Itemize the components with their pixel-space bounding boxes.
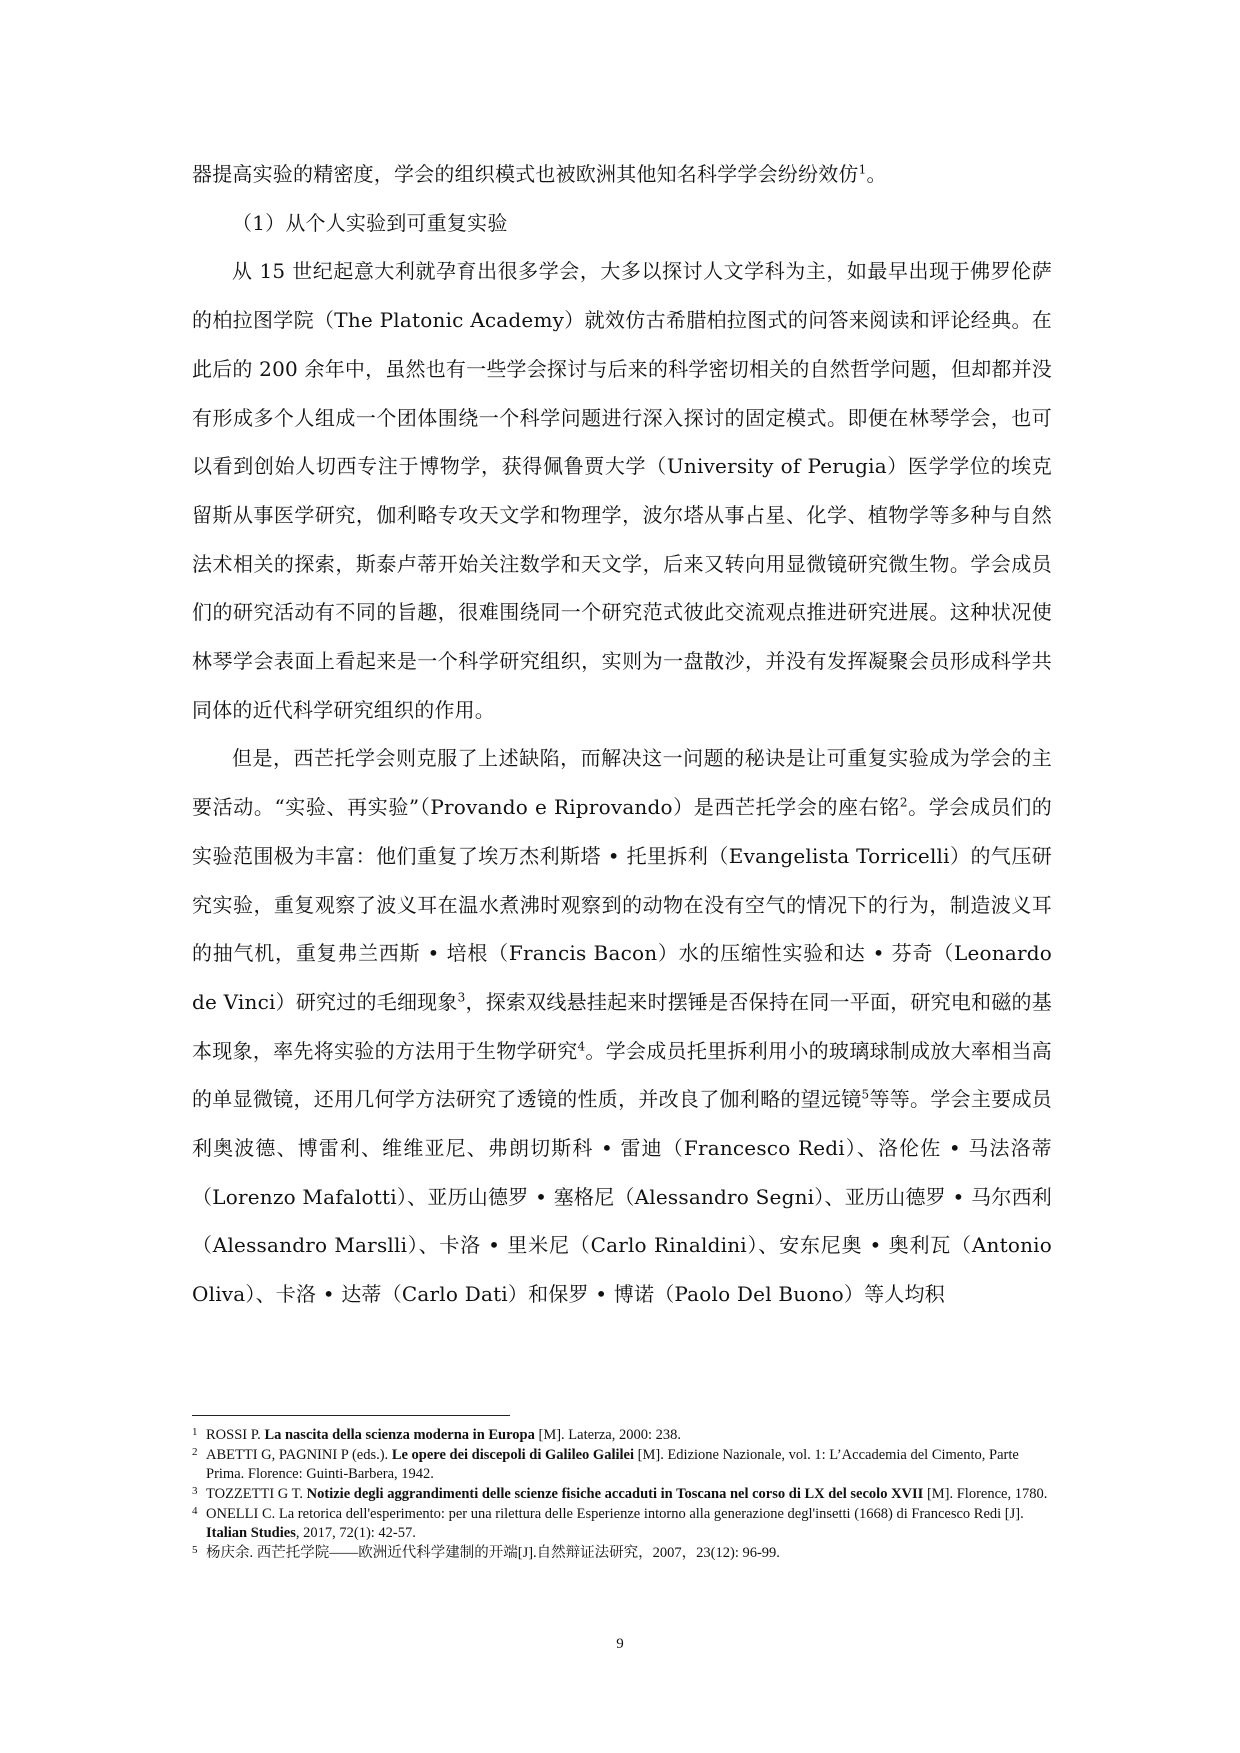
footnote-ref-3[interactable]: 3: [457, 990, 466, 1005]
footnote-3: 3 TOZZETTI G T. Notizie degli aggrandimenti delle scienze fisiche accaduti in Toscana nel corso di LX del secolo XVII [M]. Florence, 1780.: [192, 1485, 1048, 1502]
footnotes: [192, 1426, 1052, 1564]
paragraph-cimento: 但是，西芒托学会则克服了上述缺陷，而解决这一问题的秘诀是让可重复实验成为学会的主要活动。“实验、再实验”（Provando e Riprovando）是西芒托学会的座右铭$^2$。学会成员们的实验范围极为丰富：他们重复了埃万杰利斯塔 • 托里拆利（Evangelista Torricelli）的气压研究实验，重复观察了波义耳在温水煮沸时观察到的动物在没有空气的情况下的行为，制造波义耳的抽气机，重复弗兰西斯 • 培根（Francis Bacon）水的压缩性实验和达 • 芬奇（Leonardo de Vinci）研究过的毛细现象$^3$，探索双线悬挂起来时摆锤是否保持在同一平面，研究电和磁的基本现象，率先将实验的方法用于生物学研究$^4$。学会成员托里拆利用小的玻璃球制成放大率相当高的单显微镜，还用几何学方法研究了透镜的性质，并改良了伽利略的望远镜$^5$等等。学会主要成员利奥波德、博雷利、维维亚尼、弗朗切斯科 • 雷迪（Francesco Redi）、洛伦佐 • 马法洛蒂（Lorenzo Mafalotti）、亚历山德罗 • 塞格尼（Alessandro Segni）、亚历山德罗 • 马尔西利（Alessandro Marslli）、卡洛 • 里米尼（Carlo Rinaldini）、安东尼奥 • 奥利瓦（Antonio Oliva）、卡洛 • 达蒂（Carlo Dati）和保罗 • 博诺（Paolo Del Buono）等人均积: [192, 746, 1053, 1307]
section-heading: （1）从个人实验到可重复实验: [232, 210, 508, 235]
page-number: 9: [616, 1636, 624, 1652]
footnote-2: 2 ABETTI G, PAGNINI P (eds.). Le opere dei discepoli di Galileo Galilei [M]. Edizione Nazionale, vol. 1: L’Accademia del Cimento, Parte Prima. Florence: Guinti-Barbera, 1942.: [192, 1446, 1019, 1482]
footnote-ref-1[interactable]: 1: [858, 162, 867, 177]
footnote-ref-2[interactable]: 2: [899, 795, 908, 810]
paragraph-continuation: 器提高实验的精密度，学会的组织模式也被欧洲其他知名科学学会纷纷效仿$^1$。: [192, 162, 887, 186]
paragraph-academies: 从 15 世纪起意大利就孕育出很多学会，大多以探讨人文学科为主，如最早出现于佛罗伦萨的柏拉图学院（The Platonic Academy）就效仿古希腊柏拉图式的问答来阅读和评论经典。在此后的 200 余年中，虽然也有一些学会探讨与后来的科学密切相关的自然哲学问题，但却都并没有形成多个人组成一个团体围绕一个科学问题进行深入探讨的固定模式。即便在林琴学会，也可以看到创始人切西专注于博物学，获得佩鲁贾大学（University of Perugia）医学学位的埃克留斯从事医学研究，伽利略专攻天文学和物理学，波尔塔从事占星、化学、植物学等多种与自然法术相关的探索，斯泰卢蒂开始关注数学和天文学，后来又转向用显微镜研究微生物。学会成员们的研究活动有不同的旨趣，很难围绕同一个研究范式彼此交流观点推进研究进展。这种状况使林琴学会表面上看起来是一个科学研究组织，实则为一盘散沙，并没有发挥凝聚会员形成科学共同体的近代科学研究组织的作用。: [192, 259, 1052, 722]
body-text: [192, 150, 1052, 1319]
footnote-5: 5 杨庆余. 西芒托学院——欧洲近代科学建制的开端[J].自然辩证法研究，2007，23(12): 96-99.: [192, 1544, 780, 1561]
footnote-divider: [192, 1415, 510, 1416]
footnote-ref-4[interactable]: 4: [577, 1039, 586, 1053]
footnote-ref-5[interactable]: 5: [861, 1087, 870, 1102]
footnote-4: 4 ONELLI C. La retorica dell'esperimento: per una rilettura delle Esperienze intorno alla generazione degl'insetti (1668) di Francesco Redi [J]. Italian Studies, 2017, 72(1): 42-57.: [192, 1505, 1024, 1541]
footnote-1: 1 ROSSI P. La nascita della scienza moderna in Europa [M]. Laterza, 2000: 238.: [192, 1426, 682, 1443]
